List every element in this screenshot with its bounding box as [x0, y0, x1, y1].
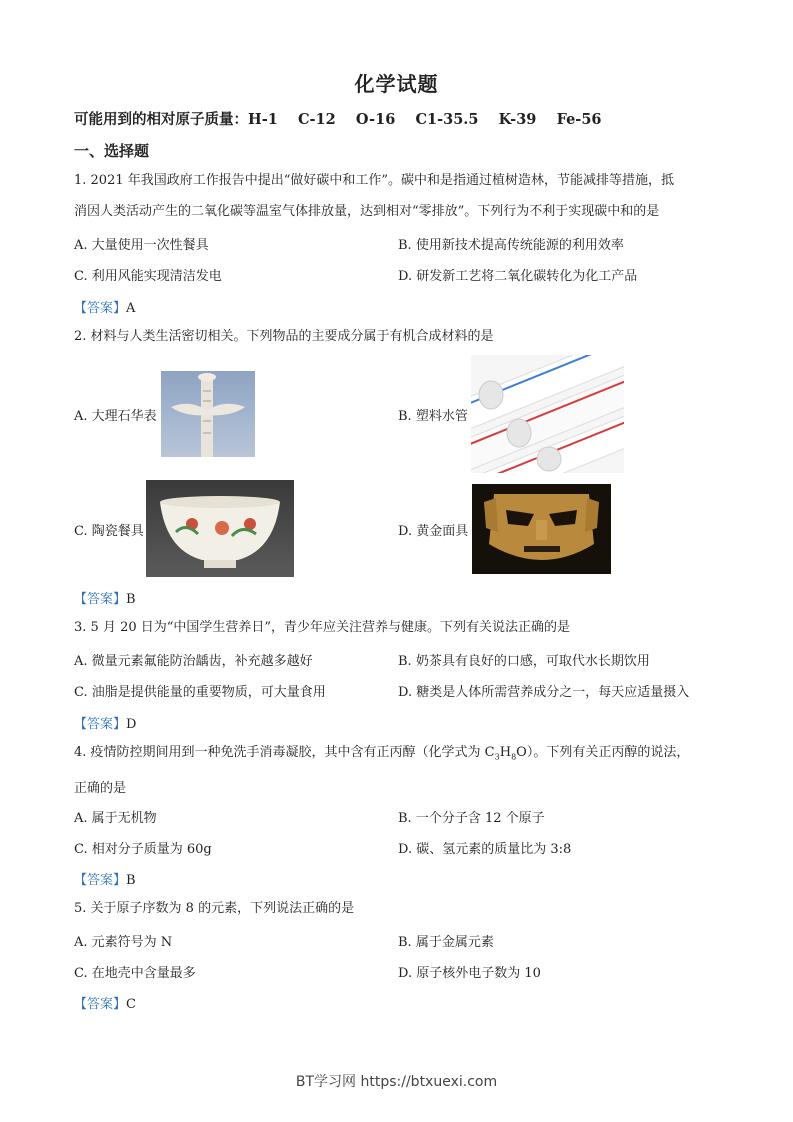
plastic-pipe-image: [471, 355, 624, 473]
q5-option-a: A. 元素符号为 N: [74, 935, 173, 950]
question-4-stem: 4. 疫情防控期间用到一种免洗手消毒凝胶，其中含有正丙醇（化学式为 $C_3H_8O$）。下列有关正丙醇的说法， 正确的是: [74, 745, 690, 796]
question-2-stem: 2. 材料与人类生活密切相关。下列物品的主要成分属于有机合成材料的是: [74, 329, 494, 344]
page-title: 化学试题: [354, 72, 439, 96]
footer-watermark: BT学习网 https://btxuexi.com: [295, 1074, 498, 1090]
q3-option-b: B. 奶茶具有良好的口感，可取代水长期饮用: [398, 654, 650, 669]
question-3-stem: 3. 5 月 20 日为“中国学生营养日”，青少年应关注营养与健康。下列有关说法正确的是: [74, 620, 571, 635]
q5-answer: 【答案】C: [74, 997, 136, 1012]
question-1-stem: 1. 2021 年我国政府工作报告中提出“做好碳中和工作”。碳中和是指通过植树造林，节能减排等措施，抵 消因人类活动产生的二氧化碳等温室气体排放量，达到相对“零排放”。下列行为不利于实现碳中和的是: [74, 173, 675, 219]
gold-mask-image: [472, 484, 611, 574]
atomic-mass-line: 可能用到的相对原子质量：H-1 C-12 O-16 C1-35.5 K-39 Fe-56: [74, 111, 602, 128]
q1-option-c: C. 利用风能实现清洁发电: [74, 269, 222, 284]
ceramic-bowl-image: [146, 480, 294, 577]
q3-option-a: A. 微量元素氟能防治龋齿，补充越多越好: [74, 654, 313, 669]
question-5-stem: 5. 关于原子序数为 8 的元素，下列说法正确的是: [74, 901, 355, 916]
q1-option-b: B. 使用新技术提高传统能源的利用效率: [398, 238, 624, 253]
q5-option-c: C. 在地壳中含量最多: [74, 966, 196, 981]
q4-option-a: A. 属于无机物: [74, 811, 157, 826]
section-heading: 一、选择题: [74, 142, 150, 160]
q3-answer: 【答案】D: [74, 717, 137, 732]
q3-option-c: C. 油脂是提供能量的重要物质，可大量食用: [74, 685, 326, 700]
q2-option-a: A. 大理石华表: [74, 409, 157, 424]
q2-answer: 【答案】B: [74, 592, 136, 607]
q4-option-d: D. 碳、氢元素的质量比为 3:8: [398, 842, 572, 857]
q4-answer: 【答案】B: [74, 873, 136, 888]
q3-option-d: D. 糖类是人体所需营养成分之一，每天应适量摄入: [398, 685, 690, 700]
q2-option-d: D. 黄金面具: [398, 524, 469, 539]
q1-option-a: A. 大量使用一次性餐具: [74, 238, 209, 253]
q2-option-b: B. 塑料水管: [398, 409, 468, 424]
q5-option-b: B. 属于金属元素: [398, 935, 494, 950]
q4-option-c: C. 相对分子质量为 60g: [74, 842, 212, 857]
q4-option-b: B. 一个分子含 12 个原子: [398, 811, 545, 826]
q1-option-d: D. 研发新工艺将二氧化碳转化为化工产品: [398, 269, 638, 284]
q2-option-c: C. 陶瓷餐具: [74, 524, 144, 539]
q5-option-d: D. 原子核外电子数为 10: [398, 966, 541, 981]
q1-answer: 【答案】A: [74, 301, 136, 316]
marble-column-image: [161, 371, 255, 457]
